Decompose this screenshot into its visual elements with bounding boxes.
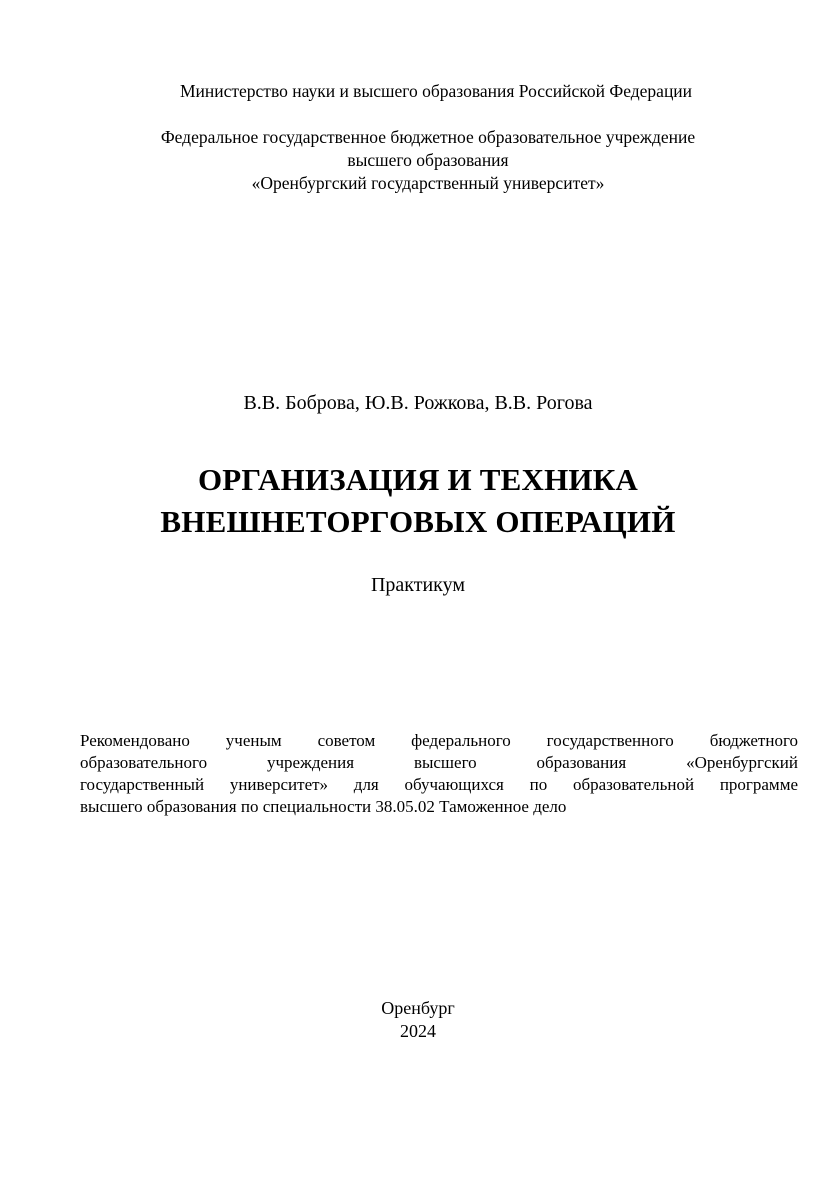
recommendation-paragraph [80, 730, 798, 818]
institution-line-1: Федеральное государственное бюджетное образовательное учреждение [160, 127, 696, 147]
recommendation-line-3: государственный университет» для обучающихся по образовательной программе [80, 775, 798, 794]
title-line-1: ОРГАНИЗАЦИЯ И ТЕХНИКА [197, 462, 639, 497]
year: 2024 [400, 1021, 436, 1041]
authors: В.В. Боброва, Ю.В. Рожкова, В.В. Рогова [243, 392, 593, 414]
recommendation-line-4: высшего образования по специальности 38.05.02 Таможенное дело [80, 797, 567, 816]
institution-line-2: высшего образования [347, 150, 509, 170]
institution-line-3: «Оренбургский государственный университет» [251, 173, 605, 193]
recommendation-line-1: Рекомендовано ученым советом федерального государственного бюджетного [80, 731, 798, 750]
ministry-line: Министерство науки и высшего образования Российской Федерации [179, 81, 693, 101]
city: Оренбург [381, 998, 455, 1018]
title-line-2: ВНЕШНЕТОРГОВЫХ ОПЕРАЦИЙ [160, 504, 676, 539]
subtitle: Практикум [370, 574, 466, 596]
recommendation-line-2: образовательного учреждения высшего образования «Оренбургский [80, 753, 798, 772]
